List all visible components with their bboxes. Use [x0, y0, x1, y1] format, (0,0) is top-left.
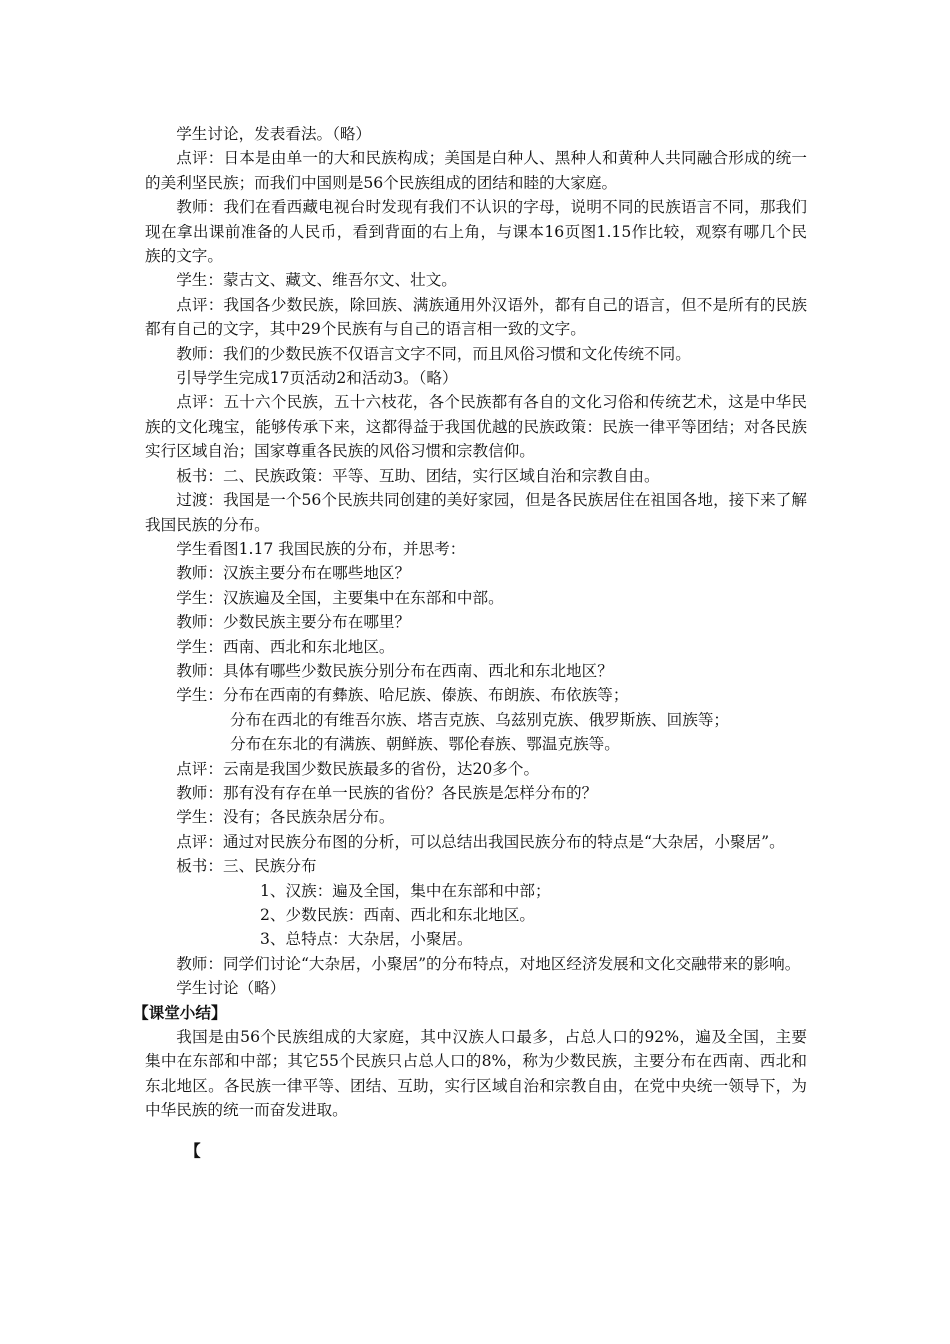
paragraph: 点评：日本是由单一的大和民族构成；美国是白种人、黑种人和黄种人共同融合形成的统一的美利坚民族；而我们中国则是56个民族组成的团结和睦的大家庭。	[145, 149, 807, 192]
paragraph: 过渡：我国是一个56个民族共同创建的美好家园，但是各民族居住在祖国各地，接下来了解我国民族的分布。	[145, 491, 807, 534]
paragraph: 教师：汉族主要分布在哪些地区？	[176, 564, 411, 583]
paragraph: 板书：二、民族政策：平等、互助、团结，实行区域自治和宗教自由。	[176, 466, 660, 485]
document-body	[133, 122, 807, 1163]
paragraph: 学生讨论，发表看法。（略）	[176, 125, 372, 143]
section-heading: 【课堂小结】	[133, 1002, 227, 1022]
paragraph: 点评：我国各少数民族，除回族、满族通用外汉语外，都有自己的语言，但不是所有的民族都有自己的文字，其中29个民族有与自己的语言相一致的文字。	[145, 295, 807, 339]
paragraph: 点评：云南是我国少数民族最多的省份，达20多个。	[176, 759, 540, 778]
paragraph: 点评：通过对民族分布图的分析，可以总结出我国民族分布的特点是“大杂居，小聚居”。	[176, 832, 785, 851]
section-heading: 【	[185, 1140, 201, 1160]
paragraph: 分布在西北的有维吾尔族、塔吉克族、乌兹别克族、俄罗斯族、回族等；	[230, 710, 730, 729]
paragraph: 教师：具体有哪些少数民族分别分布在西南、西北和东北地区？	[176, 661, 613, 680]
paragraph: 学生：西南、西北和东北地区。	[176, 637, 395, 656]
paragraph: 教师：那有没有存在单一民族的省份？各民族是怎样分布的？	[176, 783, 598, 802]
list-item: 2、少数民族：西南、西北和东北地区。	[260, 906, 536, 924]
paragraph: 教师：同学们讨论“大杂居，小聚居”的分布特点，对地区经济发展和文化交融带来的影响。	[176, 954, 801, 973]
paragraph: 学生看图1.17 我国民族的分布，并思考：	[176, 539, 466, 558]
paragraph: 学生：没有；各民族杂居分布。	[176, 808, 395, 827]
paragraph: 板书：三、民族分布	[176, 857, 317, 876]
paragraph: 学生：蒙古文、藏文、维吾尔文、壮文。	[176, 271, 457, 290]
paragraph: 教师：我们的少数民族不仅语言文字不同，而且风俗习惯和文化传统不同。	[176, 344, 691, 363]
paragraph: 教师：我们在看西藏电视台时发现有我们不认识的字母，说明不同的民族语言不同，那我们现在拿出课前准备的人民币，看到背面的右上角，与课本16页图1.15作比较，观察有哪几个民族的文字。	[145, 198, 807, 266]
paragraph: 教师：少数民族主要分布在哪里？	[176, 613, 411, 632]
paragraph: 我国是由56个民族组成的大家庭，其中汉族人口最多，占总人口的92%，遍及全国，主要集中在东部和中部；其它55个民族只占总人口的8%，称为少数民族，主要分布在西南、西北和东北地区。各民族一律平等、团结、互助，实行区域自治和宗教自由，在党中央统一领导下，为中华民族的统一而奋发进取。	[145, 1028, 807, 1120]
paragraph: 引导学生完成17页活动2和活动3。（略）	[176, 369, 458, 388]
list-item: 3、总特点：大杂居，小聚居。	[260, 930, 473, 949]
paragraph: 学生：分布在西南的有彝族、哈尼族、傣族、布朗族、布依族等；	[176, 686, 629, 705]
paragraph: 学生：汉族遍及全国，主要集中在东部和中部。	[176, 588, 504, 607]
paragraph: 点评：五十六个民族，五十六枝花，各个民族都有各自的文化习俗和传统艺术，这是中华民族的文化瑰宝，能够传承下来，这都得益于我国优越的民族政策：民族一律平等团结；对各民族实行区域自治；国家尊重各民族的风俗习惯和宗教信仰。	[145, 393, 807, 461]
list-item: 1、汉族：遍及全国，集中在东部和中部；	[260, 881, 551, 900]
paragraph: 分布在东北的有满族、朝鲜族、鄂伦春族、鄂温克族等。	[230, 735, 620, 754]
paragraph: 学生讨论（略）	[176, 979, 286, 998]
